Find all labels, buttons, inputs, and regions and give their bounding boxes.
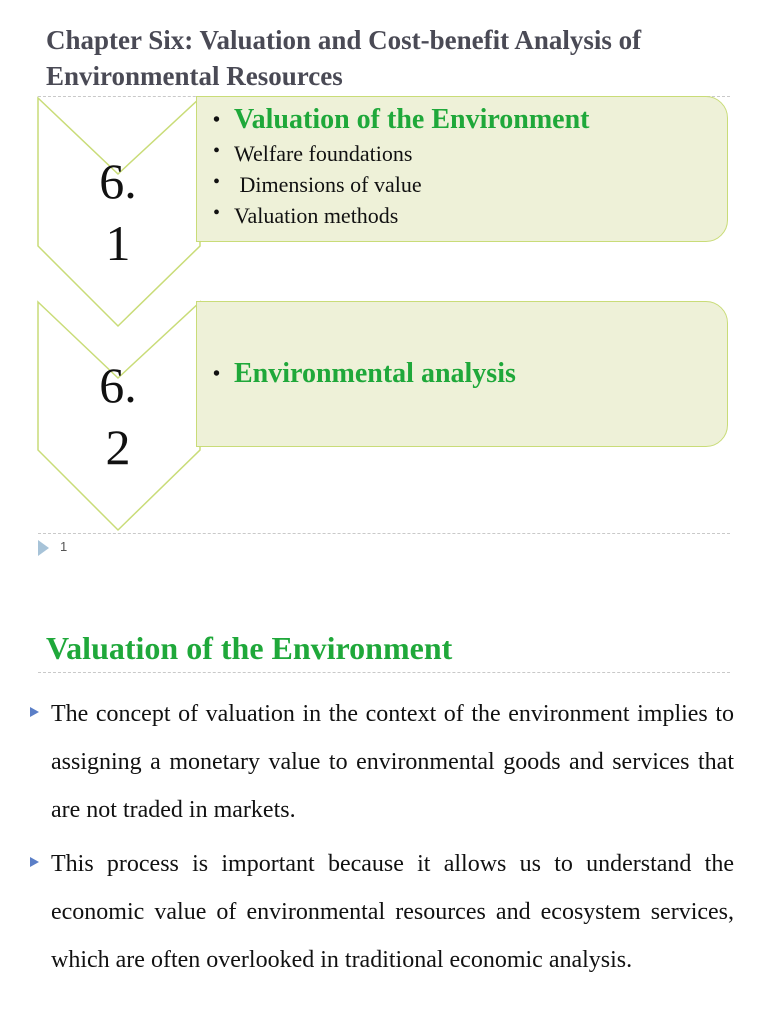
section-heading-item	[210, 102, 590, 138]
triangle-bullet-icon	[30, 857, 39, 867]
section-list-6-1	[210, 102, 590, 231]
section-number-bottom: 2	[105, 419, 131, 475]
list-item	[210, 138, 590, 169]
list-item	[210, 200, 590, 231]
bullet-dot-icon: •	[213, 140, 221, 162]
slide-2	[0, 600, 768, 1024]
paragraph-text: The concept of valuation in the context of the environment implies to assigning a monetary value to environmental goods and services that are not traded in markets.	[51, 701, 734, 823]
paragraph-item	[28, 840, 734, 984]
paragraph-text: This process is important because it allows us to understand the economic value of environmental resources and ecosystem services, which are often overlooked in traditional economic analysis.	[51, 851, 734, 973]
paragraph-list	[28, 690, 734, 990]
section-number-6-2	[36, 354, 200, 478]
triangle-bullet-icon	[30, 707, 39, 717]
section-number-top: 6.	[99, 153, 137, 209]
bullet-dot-icon: •	[213, 109, 221, 131]
page-marker-icon	[38, 540, 49, 556]
section-heading: Valuation of the Environment	[234, 104, 590, 135]
list-item-text: Welfare foundations	[234, 141, 413, 166]
slide-title: Valuation of the Environment	[46, 630, 453, 666]
section-number-bottom: 1	[105, 215, 131, 271]
section-number-6-1	[36, 150, 200, 274]
section-list-6-2	[210, 356, 516, 392]
list-item-text: Valuation methods	[234, 203, 399, 228]
section-number-top: 6.	[99, 357, 137, 413]
chapter-title: Chapter Six: Valuation and Cost-benefit Analysis of Environmental Resources	[46, 25, 642, 91]
footer-divider	[38, 533, 730, 534]
bullet-dot-icon: •	[213, 202, 221, 224]
list-item	[210, 169, 590, 200]
bullet-dot-icon: •	[213, 171, 221, 193]
list-item-text: Dimensions of value	[234, 172, 422, 197]
section-heading: Environmental analysis	[234, 358, 516, 389]
paragraph-item	[28, 690, 734, 834]
page-number: 1	[60, 539, 68, 554]
bullet-dot-icon: •	[213, 363, 221, 385]
section-heading-item	[210, 356, 516, 392]
title-divider	[38, 672, 730, 673]
